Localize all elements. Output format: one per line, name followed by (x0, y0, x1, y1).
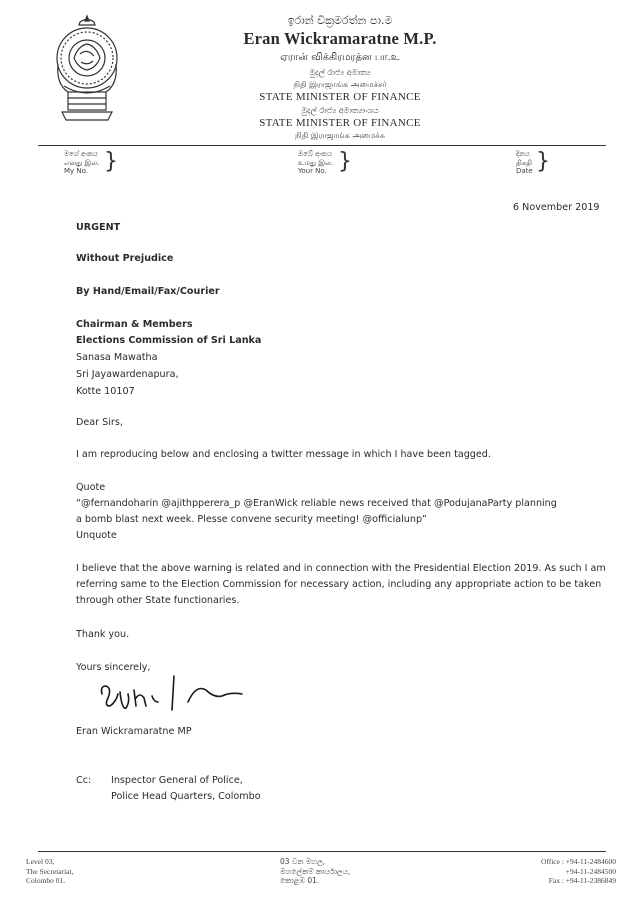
letterhead-title-tamil: நிதி இராஜாங்க அமைச்சர் (293, 80, 387, 89)
footer-address-english: Level 03, The Secretariat, Colombo 01. (26, 857, 74, 885)
recipient-line: Sri Jayawardenapura, (76, 369, 179, 380)
delivery-method: By Hand/Email/Fax/Courier (76, 286, 220, 297)
quote-label: Quote (76, 482, 106, 493)
recipient-line: Sanasa Mawatha (76, 352, 158, 363)
cc-recipient-line: Inspector General of Police, (111, 775, 243, 786)
footer-address-sinhala: 03 වන මහල, මහලේකම් කාර්යාලය, කොළඹ 01. (280, 857, 351, 885)
recipient-line: Kotte 10107 (76, 386, 135, 397)
signatory-name: Eran Wickramaratne MP (76, 726, 192, 737)
quoted-tweet-line: a bomb blast next week. Plesse convene security meeting! @officialunp” (76, 514, 428, 525)
ref-your-number: ඔබේ අංකය உமது இல. Your No. } (298, 149, 352, 175)
without-prejudice-label: Without Prejudice (76, 253, 174, 264)
handwritten-signature (96, 672, 256, 718)
footer-rule (38, 851, 606, 852)
government-crest-emblem (54, 14, 120, 126)
letterhead-name-sinhala: ඉරාන් වික්‍රමරත්න පා.ම (287, 14, 393, 27)
ref-my-number: මගේ අංකය எனது இல. My No. } (64, 149, 118, 175)
recipient-line: Elections Commission of Sri Lanka (76, 335, 262, 346)
letterhead-name: Eran Wickramaratne M.P. (243, 29, 437, 48)
cc-label: Cc: (76, 775, 92, 786)
unquote-label: Unquote (76, 530, 117, 541)
salutation: Dear Sirs, (76, 417, 123, 428)
body-paragraph-line: through other State functionaries. (76, 595, 240, 606)
letter-date: 6 November 2019 (513, 202, 600, 213)
ref-date: දිනය திகதி Date } (516, 149, 550, 175)
letterhead-title-sinhala: මුදල් රාජ්‍ය අමාත්‍ය (309, 68, 371, 77)
thanks-line: Thank you. (76, 629, 130, 640)
recipient-line: Chairman & Members (76, 319, 193, 330)
letterhead-name-tamil: ஏரான் விக்கிரமரத்ன பா.உ (280, 52, 400, 63)
letterhead-title-english: STATE MINISTER OF FINANCE (259, 91, 421, 103)
closing-line: Yours sincerely, (76, 662, 151, 673)
header-rule (38, 145, 606, 146)
body-paragraph-line: referring same to the Election Commission for necessary action, including any appropriate action to be taken (76, 579, 602, 590)
cc-recipient-line: Police Head Quarters, Colombo (111, 791, 261, 802)
letterhead-ministry-tamil: நிதி இராஜாங்க அமைச்சு (295, 131, 385, 140)
quoted-tweet-line: “@fernandoharin @ajithpperera_p @EranWick reliable news received that @PodujanaParty planning (76, 498, 557, 509)
intro-paragraph: I am reproducing below and enclosing a twitter message in which I have been tagged. (76, 449, 491, 460)
footer-contact: Office : +94-11-2484600 +94-11-2484500 Fax : +94-11-2386849 (540, 857, 616, 885)
letterhead-title-english-2: STATE MINISTER OF FINANCE (259, 117, 421, 129)
body-paragraph-line: I believe that the above warning is related and in connection with the Presidential Election 2019. As such I am (76, 563, 606, 574)
letterhead-ministry-sinhala: මුදල් රාජ්‍ය අමාත්‍යාංශය (301, 106, 379, 115)
urgent-label: URGENT (76, 222, 121, 233)
